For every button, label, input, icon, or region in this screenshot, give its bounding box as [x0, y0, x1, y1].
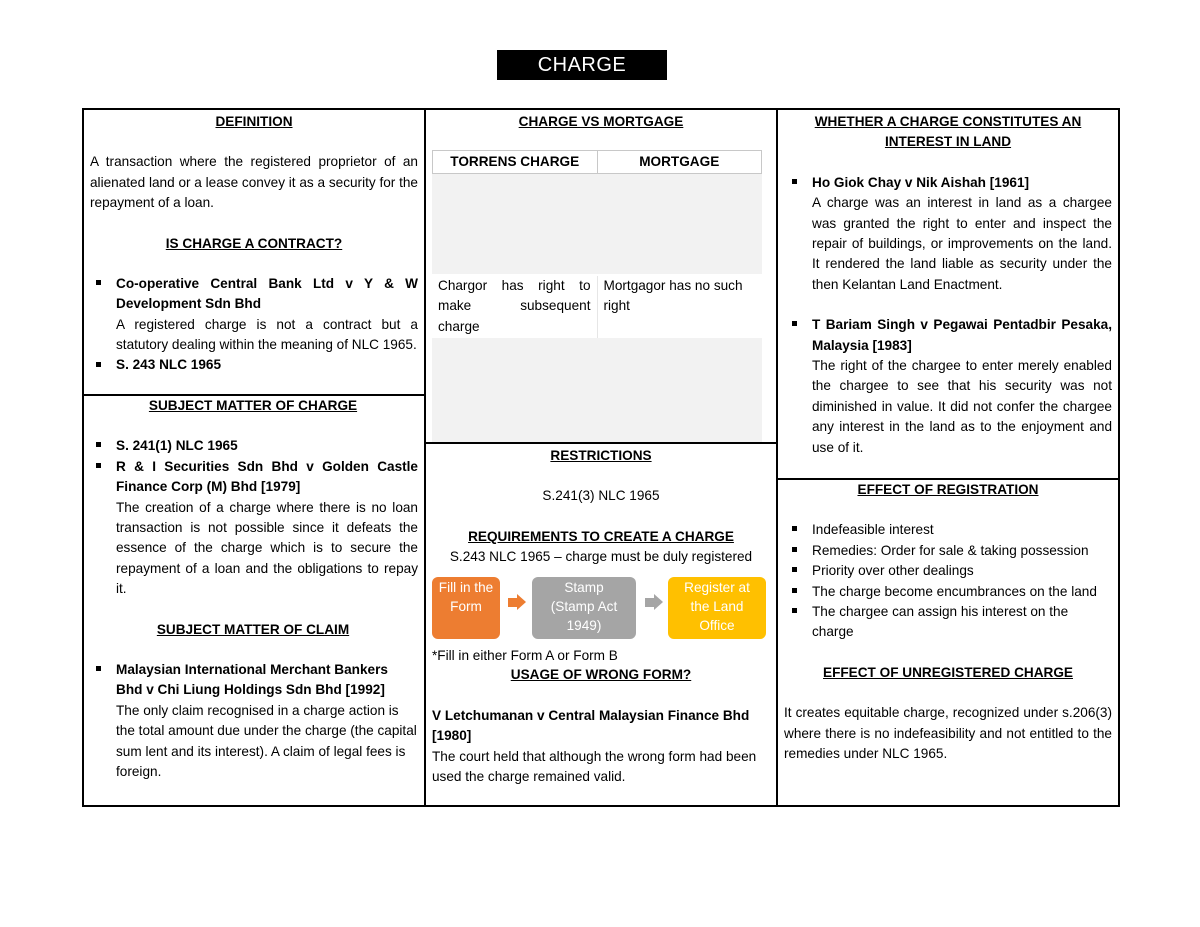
interest-in-land-heading: WHETHER A CHARGE CONSTITUTES AN INTEREST IN LAND: [814, 114, 1082, 150]
restrictions-text: S.241(3) NLC 1965: [542, 488, 660, 504]
case-title: Malaysian International Merchant Bankers Bhd v Chi Liung Holdings Sdn Bhd [1992]: [116, 662, 388, 698]
case-text: The right of the chargee to enter merely enabled the chargee to see that his security was not diminished in value. It did not confer the chargee any interest in the land as to the enjoyment and use of it.: [812, 358, 1112, 455]
contract-heading: IS CHARGE A CONTRACT?: [165, 235, 343, 251]
case-text: The court held that although the wrong form had been used the charge remained valid.: [432, 748, 757, 785]
grid-divider-col2: [776, 108, 778, 807]
list-item: S. 243 NLC 1965: [88, 356, 418, 373]
step-register: [668, 577, 766, 639]
subject-matter-claim-heading: SUBJECT MATTER OF CLAIM: [156, 621, 350, 637]
registration-heading: EFFECT OF REGISTRATION: [857, 482, 1039, 497]
list-item: The charge become encumbrances on the land: [784, 582, 1112, 602]
column-header-mortgage: MORTGAGE: [639, 154, 720, 169]
definition-text: A transaction where the registered proprietor of an alienated land or a lease convey it as a security for the repayment of a loan.: [90, 154, 418, 211]
table-cell: Chargor has right to make subsequent charge: [432, 276, 598, 338]
charge-vs-mortgage-cell: [428, 112, 774, 132]
arrow-right-icon: [508, 594, 526, 610]
case-title: Ho Giok Chay v Nik Aishah [1961]: [812, 174, 1030, 190]
definition-cell: [90, 112, 418, 373]
charge-vs-mortgage-heading: CHARGE VS MORTGAGE: [518, 114, 684, 129]
subject-matter-claim-list: [88, 660, 418, 782]
list-item: S. 241(1) NLC 1965: [88, 436, 418, 456]
step-fill-in-form: [432, 577, 500, 639]
table-cell: Mortgagor has no such right: [603, 278, 743, 314]
unregistered-text: It creates equitable charge, recognized under s.206(3) where there is no indefeasibility and not entitled to the remedies under NLC 1965.: [784, 705, 1112, 762]
case-title: R & I Securities Sdn Bhd v Golden Castle Finance Corp (M) Bhd [1979]: [116, 458, 418, 495]
arrow-right-icon: [645, 594, 663, 610]
definition-heading: DEFINITION: [215, 114, 293, 129]
grid-border-right: [1118, 108, 1120, 807]
unregistered-heading: EFFECT OF UNREGISTERED CHARGE: [823, 664, 1073, 680]
list-item: The chargee can assign his interest on the charge: [784, 602, 1112, 643]
comparison-empty-row: [432, 338, 762, 442]
registration-list: [784, 520, 1112, 642]
column-header-torrens-charge: TORRENS CHARGE: [433, 151, 598, 173]
case-text: The only claim recognised in a charge action is the total amount due under the charge (the capital sum lent and its interest). A claim of legal fees is foreign.: [116, 702, 417, 780]
interest-in-land-cell: [784, 112, 1112, 458]
interest-in-land-list: [784, 173, 1112, 295]
list-item: Remedies: Order for sale & taking possession: [784, 541, 1112, 561]
step-label: Fill in the Form: [438, 580, 494, 614]
grid-border-top: [82, 108, 1120, 110]
restrictions-heading: RESTRICTIONS: [550, 448, 652, 463]
interest-in-land-list: [784, 315, 1112, 458]
case-title: Co-operative Central Bank Ltd v Y & W Development Sdn Bhd: [116, 276, 418, 312]
subject-matter-charge-list: [88, 436, 418, 599]
list-item: [88, 274, 418, 356]
subject-matter-cell: [88, 396, 418, 783]
comparison-empty-row: [432, 174, 762, 274]
subject-matter-charge-heading: SUBJECT MATTER OF CHARGE: [148, 398, 358, 413]
step-stamp: [532, 577, 636, 639]
grid-divider-col1: [424, 108, 426, 807]
case-text: A registered charge is not a contract but a statutory dealing within the meaning of NLC 1965.: [116, 316, 418, 353]
case-text: A charge was an interest in land as a chargee was granted the right to enter and inspect the repair of buildings, or improvements on the land. It rendered the land liable as security under the then Kelantan Land Enactment.: [812, 195, 1112, 292]
list-item: Priority over other dealings: [784, 561, 1112, 581]
case-title: T Bariam Singh v Pegawai Pentadbir Pesaka, Malaysia [1983]: [812, 317, 1112, 353]
comparison-table: [432, 150, 762, 442]
registration-cell: [784, 480, 1112, 764]
contract-list: [88, 274, 418, 373]
comparison-table-header: [432, 150, 762, 174]
list-item: [784, 173, 1112, 295]
grid-divider-middle-row: [424, 442, 778, 444]
list-item: [784, 315, 1112, 458]
requirements-note: *Fill in either Form A or Form B: [432, 648, 618, 663]
case-title: V Letchumanan v Central Malaysian Finance Bhd [1980]: [432, 707, 750, 744]
restrictions-cell: [428, 446, 774, 568]
step-label: Register at the Land Office: [684, 580, 750, 633]
page-title: CHARGE: [497, 50, 667, 80]
list-item: Indefeasible interest: [784, 520, 1112, 540]
grid-border-left: [82, 108, 84, 807]
grid-border-bottom: [82, 805, 1120, 807]
list-item: [88, 660, 418, 782]
case-text: The creation of a charge where there is no loan transaction is not possible since it defeats the essence of the charge which is to secure the repayment of a loan and the obligations to repay it.: [116, 499, 418, 597]
list-item: [88, 457, 418, 600]
requirements-heading: REQUIREMENTS TO CREATE A CHARGE: [468, 528, 734, 544]
wrong-form-heading: USAGE OF WRONG FORM?: [510, 667, 692, 683]
table-row: [432, 274, 762, 338]
wrong-form-cell: [432, 646, 770, 787]
step-label: Stamp (Stamp Act 1949): [550, 580, 618, 633]
requirements-text: S.243 NLC 1965 – charge must be duly registered: [449, 549, 753, 565]
